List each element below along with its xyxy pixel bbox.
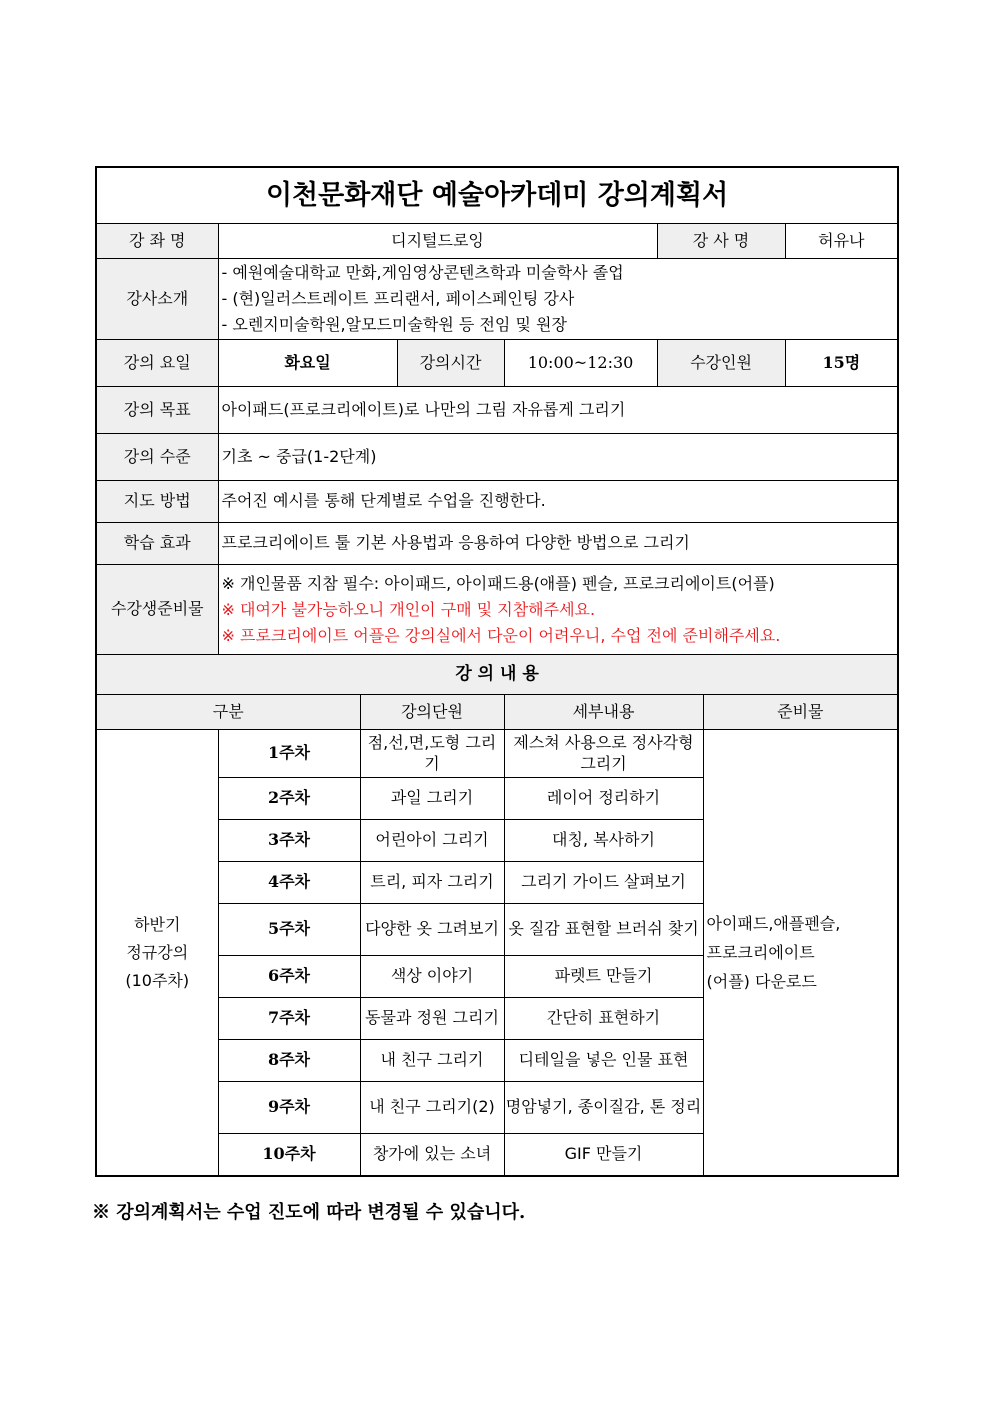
week-number: 6주차 — [218, 956, 360, 998]
method-value: 주어진 예시를 통해 단계별로 수업을 진행한다. — [218, 481, 898, 523]
instructor-value: 허유나 — [785, 224, 898, 259]
prep-label: 수강생준비물 — [96, 565, 218, 655]
header-unit: 강의단원 — [360, 695, 504, 730]
week-number: 7주차 — [218, 998, 360, 1040]
week-detail: 레이어 정리하기 — [504, 778, 703, 820]
instructor-label: 강 사 명 — [657, 224, 785, 259]
lecture-plan-table — [95, 166, 899, 1177]
week-number: 5주차 — [218, 904, 360, 956]
document-title: 이천문화재단 예술아카데미 강의계획서 — [96, 167, 898, 224]
prep-line-warning: ※ 대여가 불가능하오니 개인이 구매 및 지참해주세요. — [221, 599, 596, 619]
week-unit: 내 친구 그리기 — [360, 1040, 504, 1082]
materials-line: 아이패드,애플펜슬, — [706, 914, 841, 933]
week-unit: 어린아이 그리기 — [360, 820, 504, 862]
week-detail: 옷 질감 표현할 브러쉬 찾기 — [504, 904, 703, 956]
lecture-plan-document — [95, 166, 897, 1177]
week-detail: 파렛트 만들기 — [504, 956, 703, 998]
capacity-label: 수강인원 — [657, 340, 785, 387]
group-label-line: 정규강의 — [126, 942, 189, 962]
prep-line: ※ 개인물품 지참 필수: 아이패드, 아이패드용(애플) 펜슬, 프로크리에이트(어플) — [221, 573, 775, 593]
effect-label: 학습 효과 — [96, 523, 218, 565]
group-label-line: 하반기 — [134, 914, 181, 934]
week-detail: 제스쳐 사용으로 정사각형 그리기 — [504, 730, 703, 778]
week-number: 4주차 — [218, 862, 360, 904]
course-value: 디지털드로잉 — [218, 224, 657, 259]
group-label-line: (10주차) — [125, 970, 190, 990]
week-detail: GIF 만들기 — [504, 1134, 703, 1177]
header-materials: 준비물 — [703, 695, 898, 730]
materials — [703, 730, 898, 1177]
week-number: 1주차 — [218, 730, 360, 778]
day-label: 강의 요일 — [96, 340, 218, 387]
capacity-value: 15명 — [785, 340, 898, 387]
week-detail: 대칭, 복사하기 — [504, 820, 703, 862]
intro-line: - 오렌지미술학원,알모드미술학원 등 전임 및 원장 — [221, 315, 567, 334]
week-number: 2주차 — [218, 778, 360, 820]
week-detail: 그리기 가이드 살펴보기 — [504, 862, 703, 904]
week-detail: 명암넣기, 종이질감, 톤 정리 — [504, 1082, 703, 1134]
week-unit: 내 친구 그리기(2) — [360, 1082, 504, 1134]
table-row — [96, 730, 898, 778]
intro-label: 강사소개 — [96, 259, 218, 340]
week-unit: 동물과 정원 그리기 — [360, 998, 504, 1040]
week-detail: 간단히 표현하기 — [504, 998, 703, 1040]
level-value: 기초 ~ 중급(1-2단계) — [218, 434, 898, 481]
week-number: 9주차 — [218, 1082, 360, 1134]
method-label: 지도 방법 — [96, 481, 218, 523]
goal-label: 강의 목표 — [96, 387, 218, 434]
group-label — [96, 730, 218, 1177]
header-category: 구분 — [96, 695, 360, 730]
time-label: 강의시간 — [397, 340, 504, 387]
course-label: 강 좌 명 — [96, 224, 218, 259]
week-unit: 다양한 옷 그려보기 — [360, 904, 504, 956]
intro-line: - 예원예술대학교 만화,게임영상콘텐츠학과 미술학사 졸업 — [221, 263, 624, 282]
effect-value: 프로크리에이트 툴 기본 사용법과 응용하여 다양한 방법으로 그리기 — [218, 523, 898, 565]
instructor-intro — [218, 259, 898, 340]
student-preparation — [218, 565, 898, 655]
week-detail: 디테일을 넣은 인물 표현 — [504, 1040, 703, 1082]
week-number: 8주차 — [218, 1040, 360, 1082]
week-unit: 창가에 있는 소녀 — [360, 1134, 504, 1177]
week-unit: 트리, 피자 그리기 — [360, 862, 504, 904]
prep-line-warning: ※ 프로크리에이트 어플은 강의실에서 다운이 어려우니, 수업 전에 준비해주세요. — [221, 625, 781, 645]
week-number: 3주차 — [218, 820, 360, 862]
week-number: 10주차 — [218, 1134, 360, 1177]
materials-line: (어플) 다운로드 — [706, 972, 817, 991]
week-unit: 점,선,면,도형 그리기 — [360, 730, 504, 778]
intro-line: - (현)일러스트레이트 프리랜서, 페이스페인팅 강사 — [221, 289, 575, 308]
level-label: 강의 수준 — [96, 434, 218, 481]
time-value: 10:00~12:30 — [504, 340, 657, 387]
header-detail: 세부내용 — [504, 695, 703, 730]
materials-line: 프로크리에이트 — [706, 943, 815, 962]
footnote: ※ 강의계획서는 수업 진도에 따라 변경될 수 있습니다. — [92, 1202, 526, 1223]
week-unit: 과일 그리기 — [360, 778, 504, 820]
goal-value: 아이패드(프로크리에이트)로 나만의 그림 자유롭게 그리기 — [218, 387, 898, 434]
day-value: 화요일 — [218, 340, 397, 387]
week-unit: 색상 이야기 — [360, 956, 504, 998]
section-title: 강 의 내 용 — [96, 655, 898, 695]
